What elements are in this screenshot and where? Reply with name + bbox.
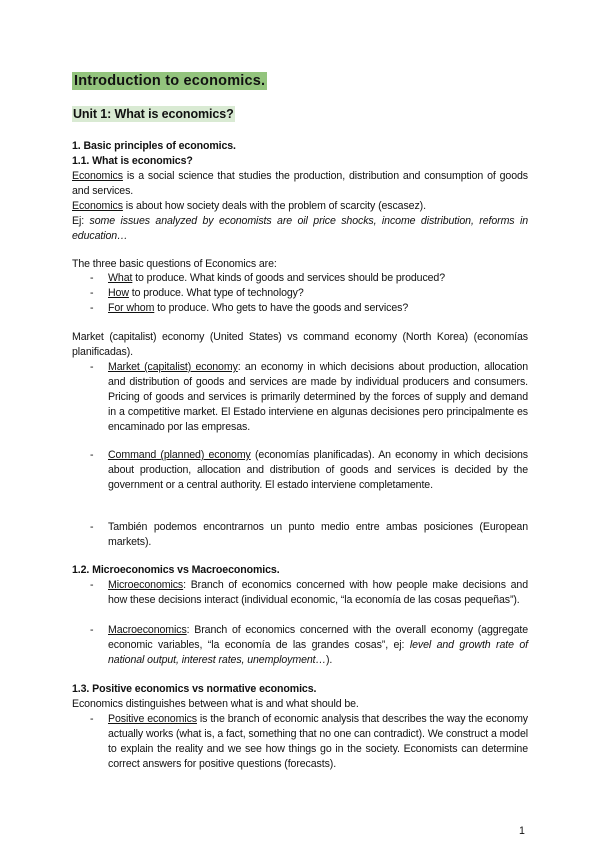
section-1-2-heading: 1.2. Microeconomics vs Macroeconomics. — [72, 564, 280, 576]
unit-heading: Unit 1: What is economics? — [73, 107, 234, 121]
list-item-positive — [72, 712, 528, 772]
list-item-command — [72, 448, 528, 493]
term: For whom — [108, 302, 155, 314]
list-item-micro — [72, 578, 528, 608]
text: to produce. What type of technology? — [128, 287, 304, 299]
section-1-heading: 1. Basic principles of economics. — [72, 140, 236, 152]
text: is a social science that studies the production, distribution and consumption of goods and services. — [72, 170, 528, 197]
questions-list — [72, 271, 528, 316]
text: : Branch of economics concerned with how people make decisions and how these decisions interact (individual economic, “la economía de las cosas pequeñas”). — [108, 579, 528, 606]
list-item-market — [72, 360, 528, 435]
term: Economics — [72, 170, 123, 182]
paragraph-example — [72, 214, 528, 244]
unit-block — [72, 106, 528, 123]
term: Command (planned) economy — [108, 449, 251, 461]
market-intro: Market (capitalist) economy (United States) vs command economy (North Korea) (economías planificadas). — [72, 331, 528, 358]
paragraph-definition — [72, 169, 528, 199]
list-item — [72, 301, 528, 316]
bullet: - — [90, 579, 94, 591]
term: How — [108, 287, 129, 299]
text: to produce. What kinds of goods and services should be produced? — [132, 272, 446, 284]
term: Macroeconomics — [108, 624, 187, 636]
list-item — [72, 286, 528, 301]
bullet: - — [90, 713, 94, 725]
text: : an economy in which decisions about production, allocation and distribution of goods and services are made by individual producers and consumers. Pricing of goods and services is primarily determined by the forces of supply and demand in a competitive market. El Estado interviene en algunas decisiones pero principalmente es encaminado por las empresas. — [108, 361, 528, 433]
bullet: - — [90, 361, 94, 373]
term: Market (capitalist) economy — [108, 361, 238, 373]
title-block — [72, 72, 528, 90]
paragraph-distinguish: Economics distinguishes between what is and what should be. — [72, 698, 359, 710]
text: to produce. Who gets to have the goods and services? — [154, 302, 409, 314]
page-number: 1 — [519, 825, 525, 837]
text: Ej: — [72, 215, 90, 227]
text: : Branch of economics concerned with the overall economy (aggregate economic variables, “la economía de las grandes cosas”, ej: — [108, 624, 528, 651]
italic-text: level and growth rate of national output, interest rates, unemployment… — [108, 639, 528, 666]
italic-text: some issues analyzed by economists are oil price shocks, income distribution, reforms in education… — [72, 215, 529, 242]
document-title: Introduction to economics. — [74, 73, 266, 89]
list-item-mixed — [72, 520, 528, 550]
text: ). — [326, 654, 333, 666]
bullet: - — [90, 449, 94, 461]
section-1-1-heading: 1.1. What is economics? — [72, 155, 193, 167]
paragraph-scarcity — [72, 199, 528, 214]
term: Economics — [72, 200, 123, 212]
bullet: - — [90, 302, 94, 314]
list-item — [72, 271, 528, 286]
text: También podemos encontrarnos un punto medio entre ambas posiciones (European markets). — [108, 521, 528, 548]
list-item-macro — [72, 623, 528, 668]
term: Positive economics — [108, 713, 197, 725]
text: (economías planificadas). An economy in which decisions about production, allocation and distribution of goods and services is decided by the government or a central authority. El estado interviene completamente. — [108, 449, 528, 491]
section-1-3-heading: 1.3. Positive economics vs normative economics. — [72, 683, 317, 695]
bullet: - — [90, 624, 94, 636]
bullet: - — [90, 521, 94, 533]
bullet: - — [90, 287, 94, 299]
questions-intro: The three basic questions of Economics are: — [72, 258, 277, 270]
term: Microeconomics — [108, 579, 184, 591]
bullet: - — [90, 272, 94, 284]
text: is the branch of economic analysis that describes the way the economy actually works (what is, a fact, something that no one can contradict). We construct a model to explain the reality and we see how things go in the society. Economists can determine correct answers for positive questions (forecasts). — [108, 713, 529, 770]
term: What — [108, 272, 133, 284]
text: is about how society deals with the problem of scarcity (escasez). — [122, 200, 426, 212]
